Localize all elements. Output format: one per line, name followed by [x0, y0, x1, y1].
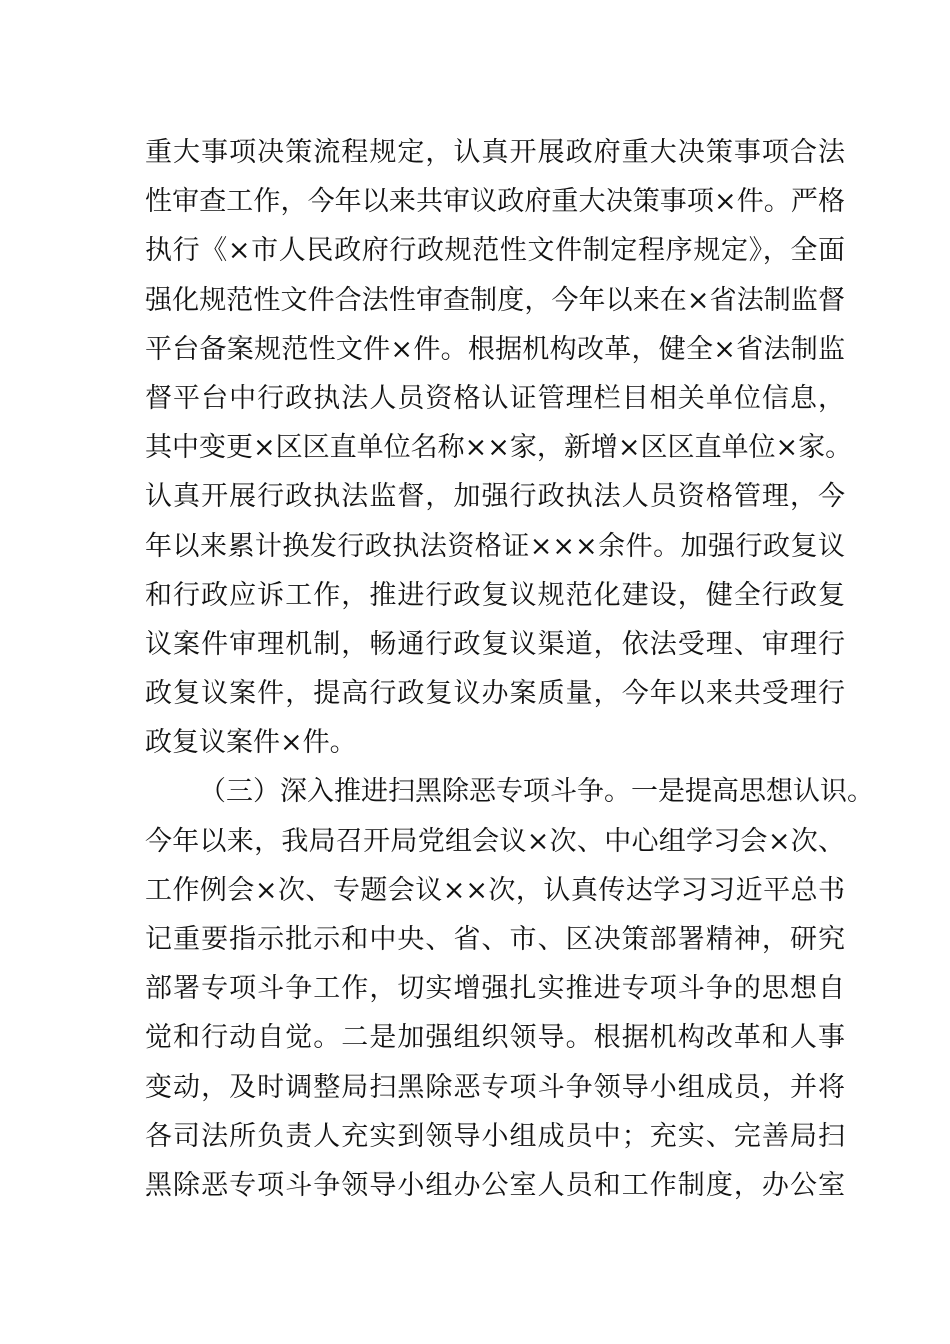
text-line: 黑除恶专项斗争领导小组办公室人员和工作制度，办公室 — [145, 1169, 845, 1201]
text-line: 认真开展行政执法监督，加强行政执法人员资格管理，今 — [145, 481, 845, 513]
text-line: 记重要指示批示和中央、省、市、区决策部署精神，研究 — [145, 924, 845, 955]
text-line: 部署专项斗争工作，切实增强扎实推进专项斗争的思想自 — [145, 973, 845, 1005]
text-line: 重大事项决策流程规定，认真开展政府重大决策事项合法 — [145, 137, 845, 168]
text-line: 觉和行动自觉。二是加强组织领导。根据机构改革和人事 — [145, 1022, 845, 1054]
body-text — [145, 128, 874, 1210]
text-line: 政复议案件，提高行政复议办案质量，今年以来共受理行 — [145, 678, 845, 710]
text-line: 督平台中行政执法人员资格认证管理栏目相关单位信息， — [145, 382, 845, 414]
text-line: 执行《×市人民政府行政规范性文件制定程序规定》，全面 — [145, 235, 845, 267]
text-line: 性审查工作，今年以来共审议政府重大决策事项×件。严格 — [145, 186, 845, 218]
text-line: 变动，及时调整局扫黑除恶专项斗争领导小组成员，并将 — [145, 1071, 845, 1103]
text-line: 议案件审理机制，畅通行政复议渠道，依法受理、审理行 — [145, 628, 845, 660]
text-line: 年以来累计换发行政执法资格证×××余件。加强行政复议 — [145, 530, 845, 562]
text-line: 各司法所负责人充实到领导小组成员中；充实、完善局扫 — [145, 1120, 845, 1152]
text-line: 今年以来，我局召开局党组会议×次、中心组学习会×次、 — [145, 825, 845, 857]
section-heading-line: （三）深入推进扫黑除恶专项斗争。一是提高思想认识。 — [199, 776, 874, 808]
text-line: 平台备案规范性文件×件。根据机构改革，健全×省法制监 — [145, 333, 845, 365]
text-line: 其中变更×区区直单位名称××家，新增×区区直单位×家。 — [145, 432, 853, 464]
paragraph-end-line: 政复议案件×件。 — [145, 727, 357, 759]
text-line: 和行政应诉工作，推进行政复议规范化建设，健全行政复 — [145, 579, 845, 611]
text-line: 强化规范性文件合法性审查制度，今年以来在×省法制监督 — [145, 284, 845, 316]
text-line: 工作例会×次、专题会议××次，认真传达学习习近平总书 — [145, 874, 845, 906]
